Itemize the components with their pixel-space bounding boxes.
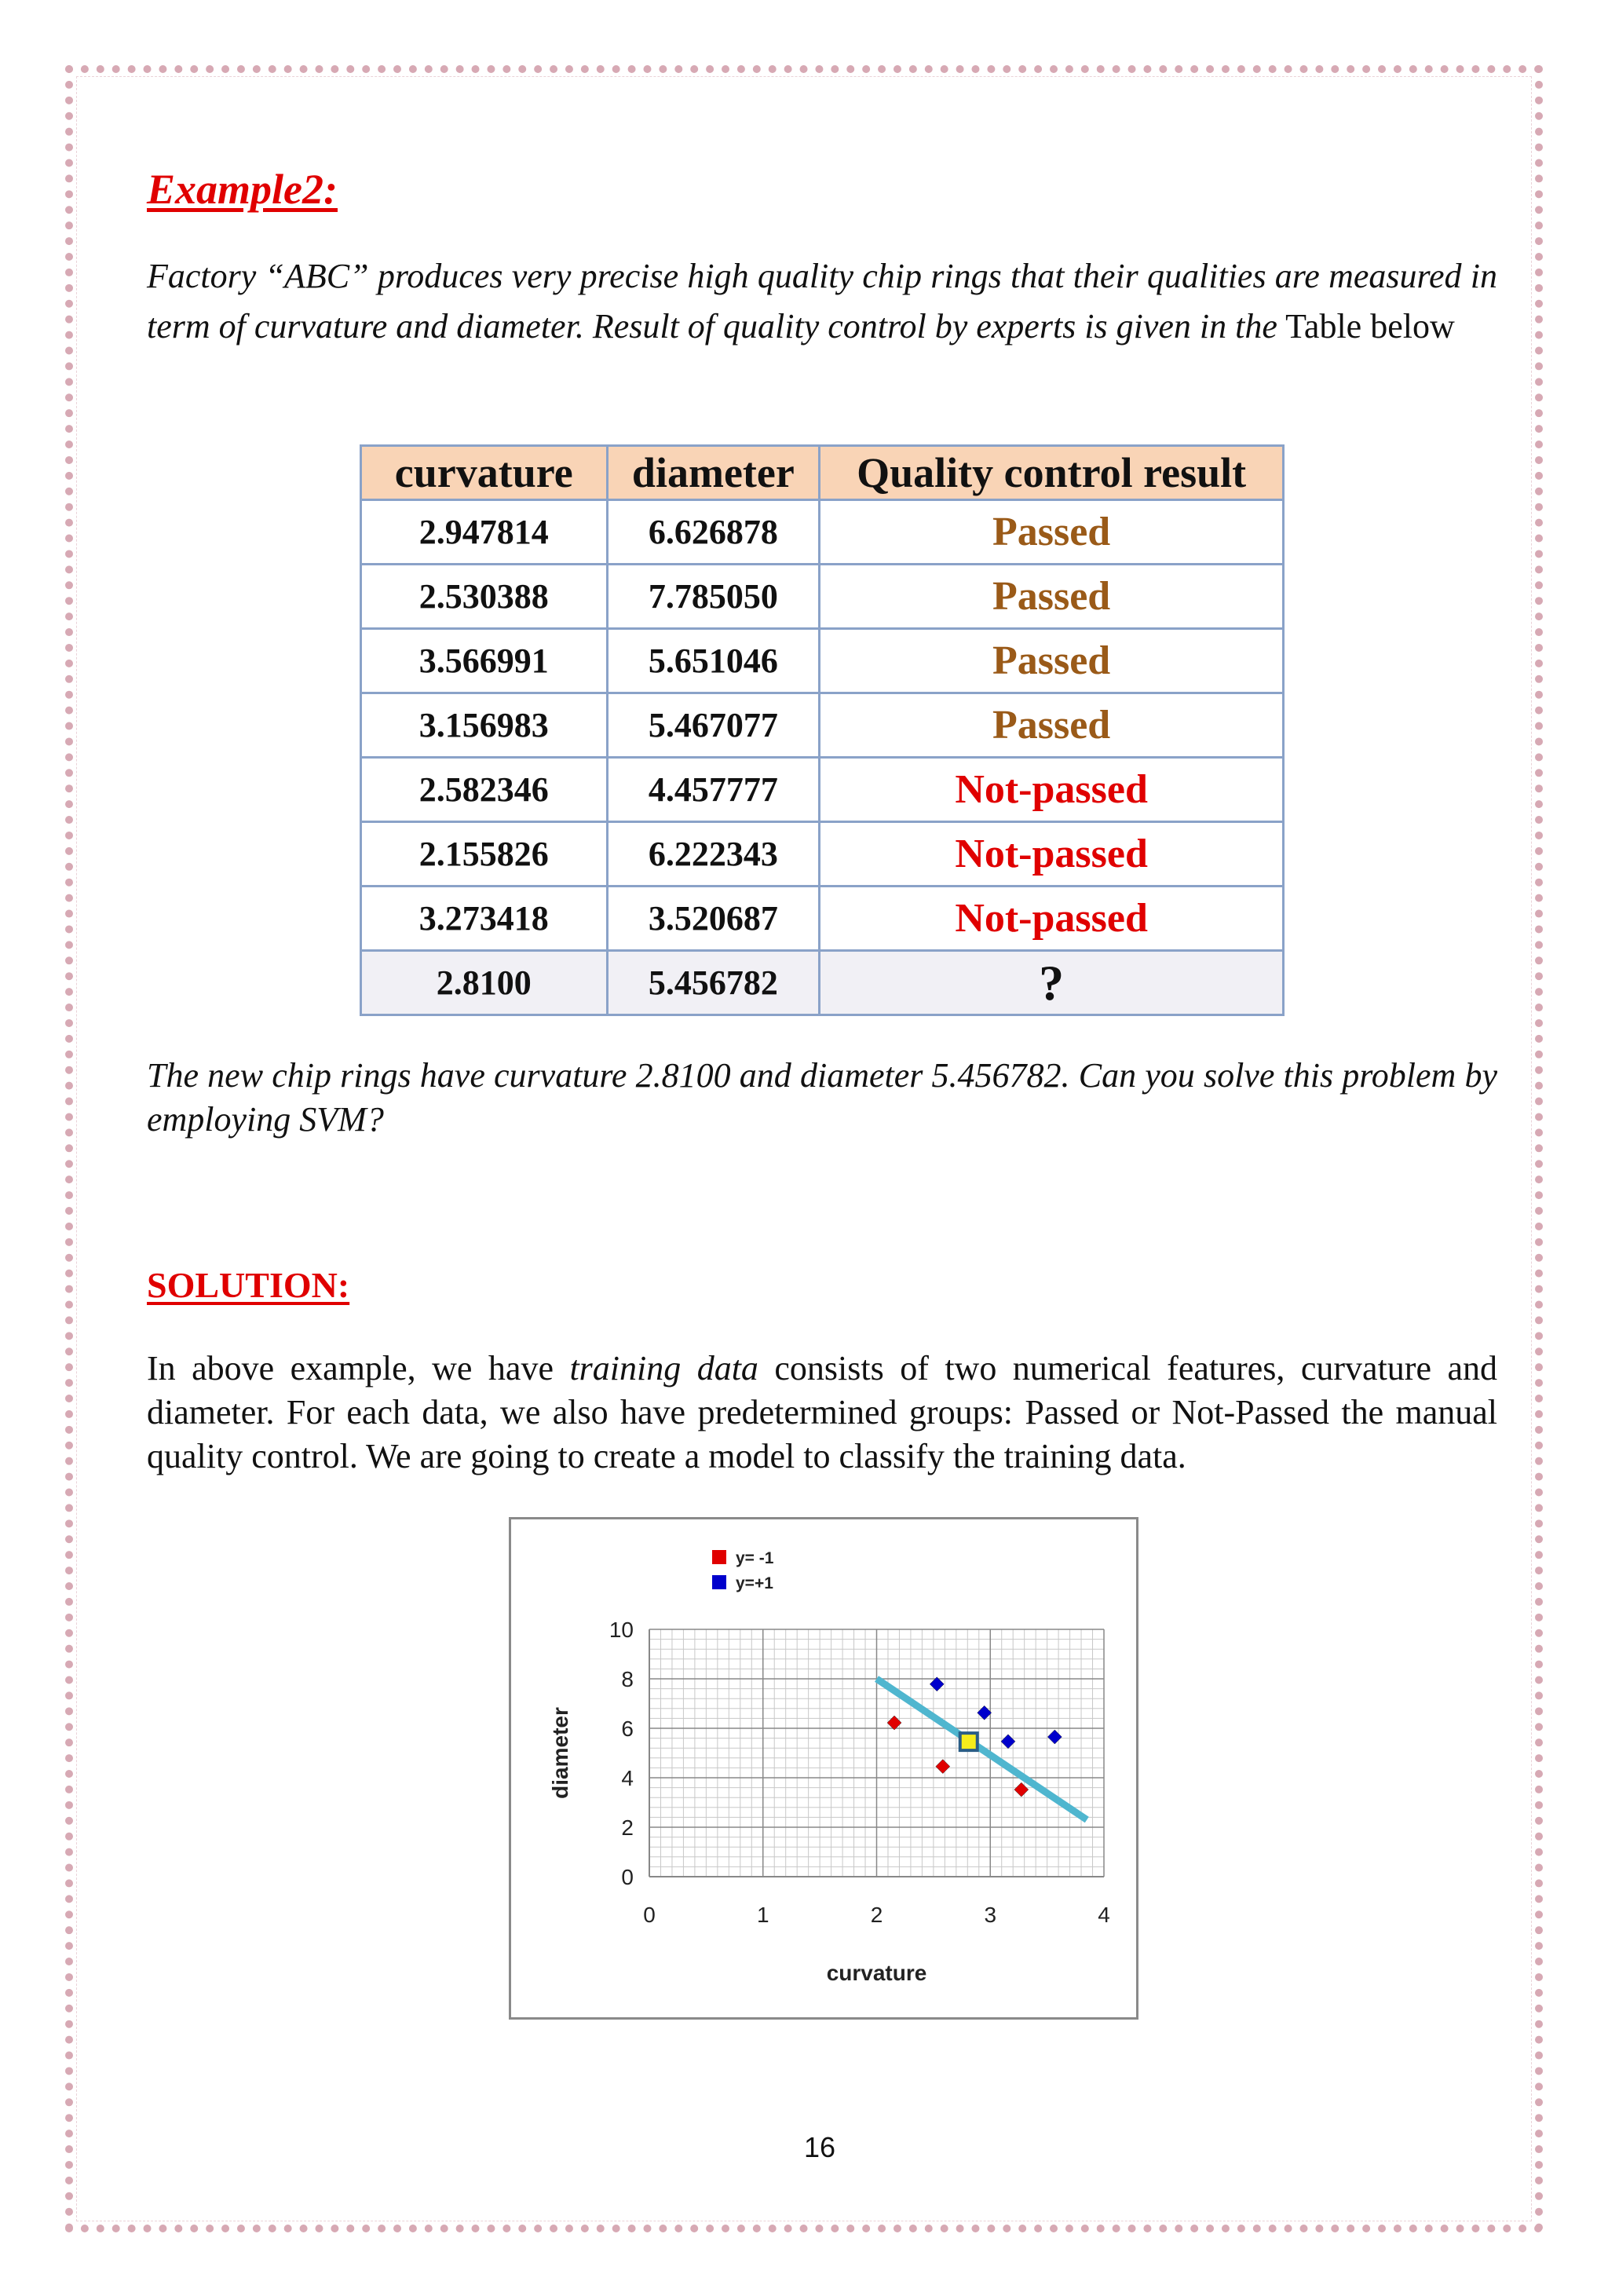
quality-table	[360, 444, 1285, 1016]
table-row	[361, 500, 1284, 565]
chart-svg	[511, 1519, 1136, 2017]
table-header-row	[361, 446, 1284, 500]
intro-paragraph	[147, 251, 1497, 352]
cell-diameter: 4.457777	[607, 758, 820, 822]
solution-text-1: In above example, we have	[147, 1349, 570, 1387]
table-row	[361, 565, 1284, 629]
cell-diameter: 6.222343	[607, 822, 820, 887]
data-point-class-pos	[978, 1706, 992, 1720]
solution-heading: SOLUTION:	[147, 1265, 350, 1305]
cell-curvature: 3.156983	[361, 693, 608, 758]
cell-result: Not-passed	[820, 822, 1284, 887]
y-tick-label: 10	[608, 1618, 634, 1642]
data-point-class-neg	[1014, 1782, 1029, 1797]
table-row-query	[361, 951, 1284, 1015]
table-row	[361, 758, 1284, 822]
solution-text-2: consists of two numerical features, curvature and diameter. For each data, we also have predetermined groups: Passed or Not-Passed the manual quality control. We are going to create a model to classify the training data.	[147, 1349, 1497, 1475]
x-tick-label: 1	[756, 1903, 769, 1927]
header-result: Quality control result	[820, 446, 1284, 500]
data-point-class-pos	[1047, 1730, 1062, 1744]
cell-curvature: 2.530388	[361, 565, 608, 629]
solution-paragraph	[147, 1347, 1497, 1479]
cell-result: ?	[820, 951, 1284, 1015]
x-axis-label: curvature	[826, 1961, 927, 1985]
y-axis-label: diameter	[548, 1707, 572, 1799]
cell-curvature: 3.273418	[361, 887, 608, 951]
cell-result: Passed	[820, 500, 1284, 565]
y-tick-label: 4	[621, 1766, 634, 1790]
cell-diameter: 7.785050	[607, 565, 820, 629]
cell-diameter: 5.467077	[607, 693, 820, 758]
separator-line	[877, 1679, 1087, 1820]
legend-label: y=+1	[736, 1574, 773, 1592]
question-paragraph: The new chip rings have curvature 2.8100 and diameter 5.456782. Can you solve this problem by employing SVM?	[147, 1056, 1497, 1139]
legend-marker	[712, 1575, 726, 1589]
cell-diameter: 3.520687	[607, 887, 820, 951]
x-tick-label: 4	[1098, 1903, 1110, 1927]
new-query-point	[960, 1733, 978, 1750]
intro-italic-text: Factory “ABC” produces very precise high quality chip rings that their qualities are measured in term of curvature and diameter. Result of quality control by experts is given in the	[147, 257, 1497, 345]
y-tick-label: 2	[621, 1815, 634, 1840]
legend-marker	[712, 1550, 726, 1564]
data-point-class-neg	[936, 1760, 950, 1774]
legend-label: y= -1	[736, 1549, 774, 1567]
cell-diameter: 6.626878	[607, 500, 820, 565]
cell-curvature: 2.947814	[361, 500, 608, 565]
table-row	[361, 693, 1284, 758]
table-row	[361, 887, 1284, 951]
y-tick-label: 0	[621, 1865, 634, 1889]
x-tick-label: 2	[870, 1903, 883, 1927]
header-curvature: curvature	[361, 446, 608, 500]
y-tick-label: 8	[621, 1667, 634, 1691]
intro-plain-text: Table below	[1277, 307, 1455, 345]
example-heading: Example2:	[147, 166, 338, 213]
table-row	[361, 822, 1284, 887]
cell-curvature: 2.582346	[361, 758, 608, 822]
cell-diameter: 5.651046	[607, 629, 820, 693]
y-tick-label: 6	[621, 1717, 634, 1741]
cell-result: Passed	[820, 629, 1284, 693]
cell-result: Not-passed	[820, 887, 1284, 951]
cell-result: Not-passed	[820, 758, 1284, 822]
x-tick-label: 3	[984, 1903, 997, 1927]
solution-italic: training data	[569, 1349, 758, 1387]
cell-result: Passed	[820, 693, 1284, 758]
header-diameter: diameter	[607, 446, 820, 500]
cell-result: Passed	[820, 565, 1284, 629]
svm-scatter-chart	[509, 1517, 1138, 2020]
cell-curvature: 3.566991	[361, 629, 608, 693]
x-tick-label: 0	[643, 1903, 656, 1927]
cell-curvature: 2.155826	[361, 822, 608, 887]
table-row	[361, 629, 1284, 693]
cell-curvature: 2.8100	[361, 951, 608, 1015]
page-number: 16	[804, 2131, 836, 2163]
cell-diameter: 5.456782	[607, 951, 820, 1015]
